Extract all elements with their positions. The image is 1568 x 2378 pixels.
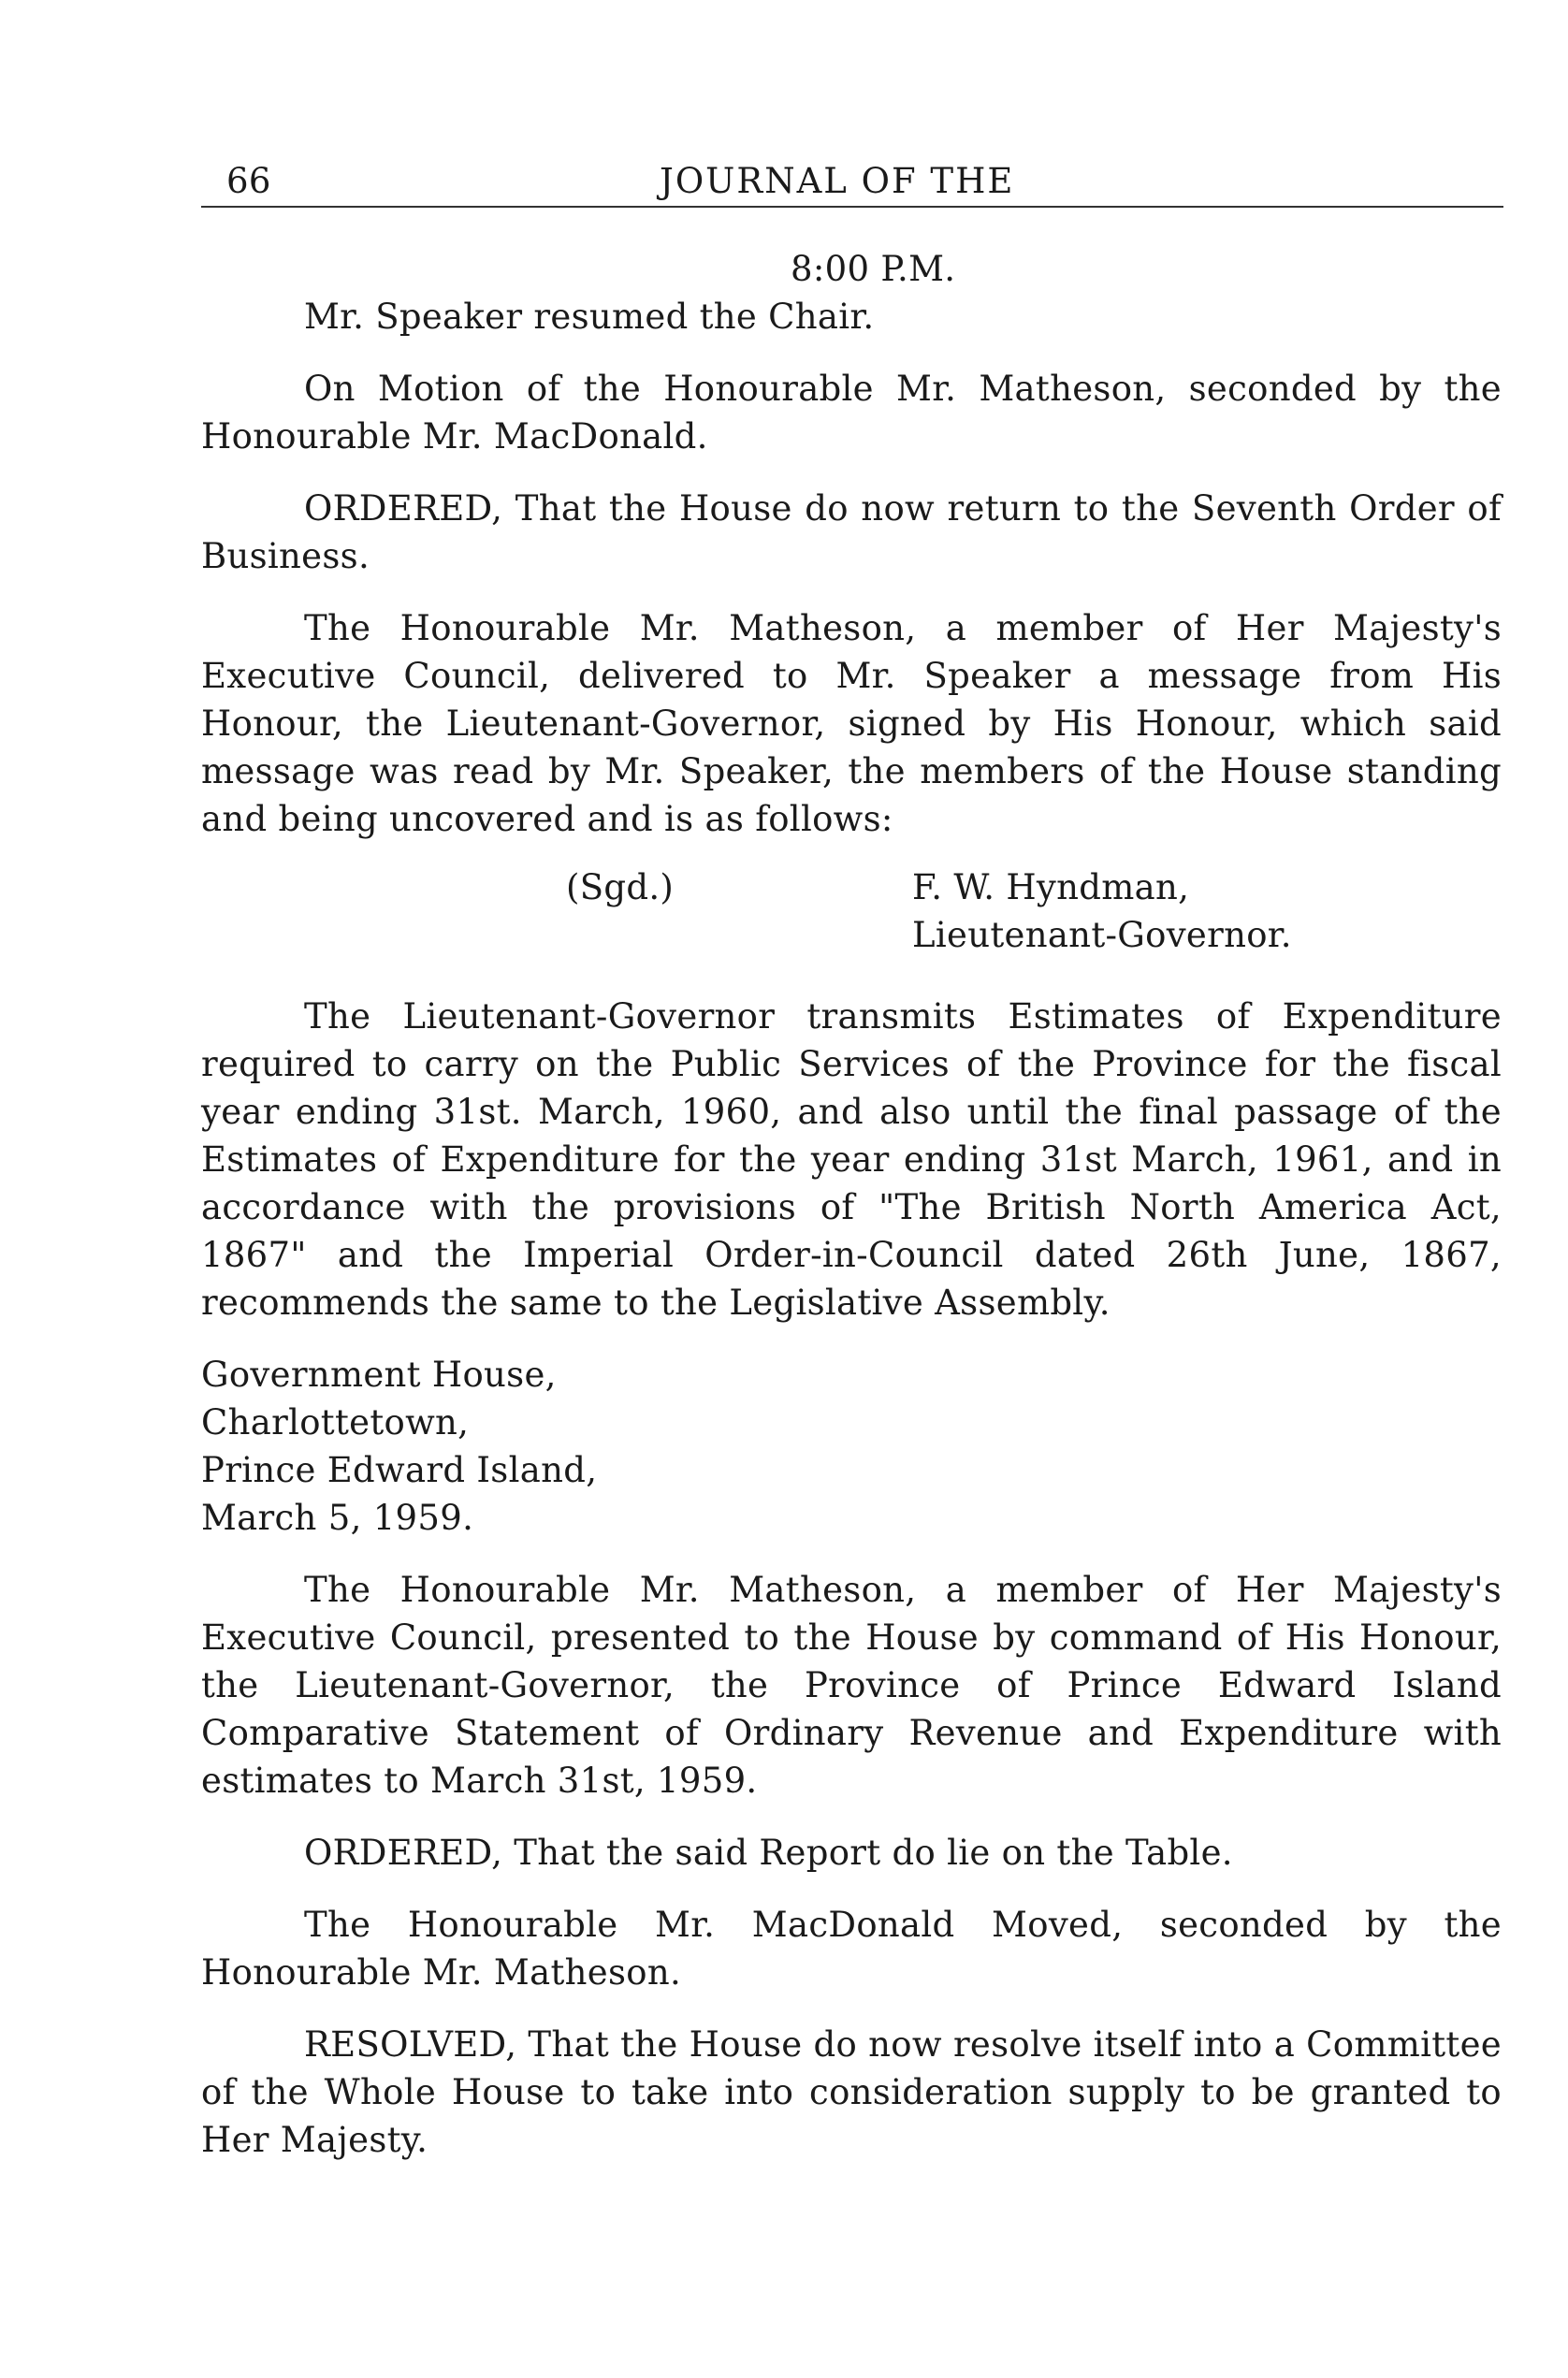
page-header	[201, 150, 1503, 208]
running-head: JOURNAL OF THE	[660, 161, 1015, 201]
paragraph-estimates: The Lieutenant-Governor transmits Estimates of Expenditure required to carry on the Public Services of the Province for the fiscal year ending 31st. March, 1960, and also until the final passage of the Estimates of Expenditure for the year ending 31st March, 1961, and in accordance with the provisions of "The British North America Act, 1867" and the Imperial Order-in-Council dated 26th June, 1867, recommends the same to the Legislative Assembly.	[201, 996, 1502, 1323]
address-line: March 5, 1959.	[201, 1498, 474, 1538]
paragraph-message-delivered: The Honourable Mr. Matheson, a member of Her Majesty's Executive Council, delivered to Mr. Speaker a message from His Honour, the Lieutenant-Governor, signed by His Honour, which said message was read by Mr. Speaker, the members of the House standing and being uncovered and is as follows:	[201, 608, 1502, 839]
paragraph-ordered-table: ORDERED, That the said Report do lie on the Table.	[304, 1833, 1233, 1873]
paragraph-speaker-resumed: Mr. Speaker resumed the Chair.	[304, 297, 875, 337]
signature-title: Lieutenant-Governor.	[912, 915, 1292, 955]
session-time: 8:00 P.M.	[791, 249, 956, 289]
paragraph-statement-presented: The Honourable Mr. Matheson, a member of Her Majesty's Executive Council, presented to the House by command of His Honour, the Lieutenant-Governor, the Province of Prince Edward Island Comparative Statement of Ordinary Revenue and Expenditure with estimates to March 31st, 1959.	[201, 1570, 1502, 1801]
address-line: Government House,	[201, 1355, 557, 1395]
signature-name: F. W. Hyndman,	[912, 867, 1190, 907]
paragraph-ordered-return: ORDERED, That the House do now return to the Seventh Order of Business.	[201, 488, 1502, 576]
address-line: Charlottetown,	[201, 1402, 470, 1443]
paragraph-moved: The Honourable Mr. MacDonald Moved, seconded by the Honourable Mr. Matheson.	[201, 1905, 1502, 1993]
journal-page	[201, 150, 1502, 2164]
address-block	[201, 1351, 1502, 1542]
signature-label: (Sgd.)	[566, 867, 675, 907]
signature-block	[201, 863, 1502, 959]
paragraph-motion: On Motion of the Honourable Mr. Matheson, seconded by the Honourable Mr. MacDonald.	[201, 369, 1502, 457]
paragraph-resolved: RESOLVED, That the House do now resolve itself into a Committee of the Whole House to take into consideration supply to be granted to Her Majesty.	[201, 2024, 1502, 2160]
address-line: Prince Edward Island,	[201, 1450, 598, 1490]
page-number: 66	[226, 161, 271, 201]
